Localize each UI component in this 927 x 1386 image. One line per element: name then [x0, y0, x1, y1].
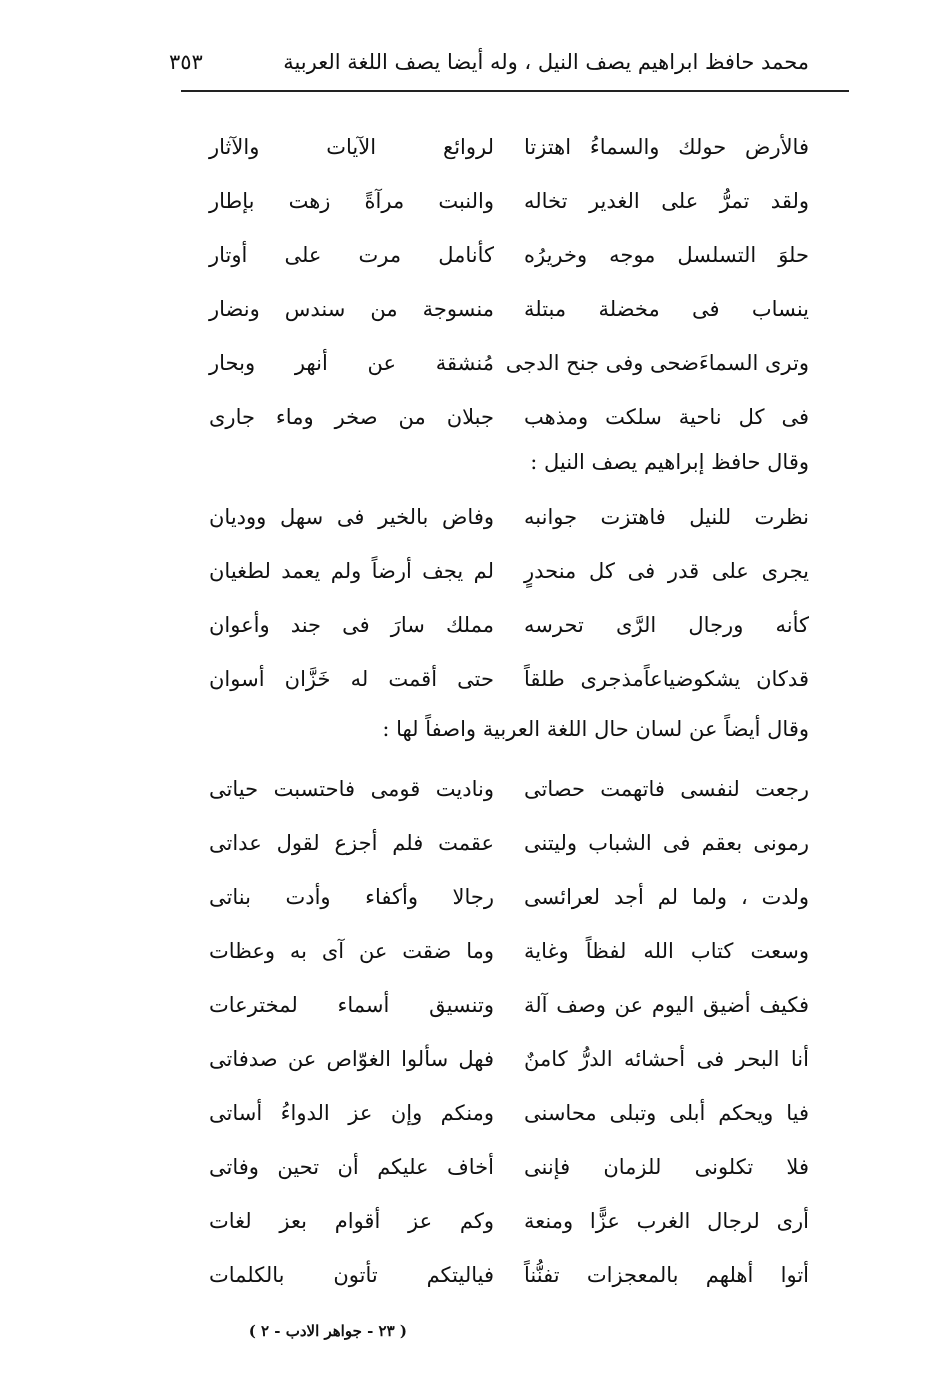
- first-hemistich: فالأرض حولك والسماءُ اهتزتا: [524, 135, 809, 159]
- verse-line: [209, 1086, 809, 1140]
- verse-line: [209, 870, 809, 924]
- verse-line: [209, 978, 809, 1032]
- first-hemistich: فى كل ناحية سلكت ومذهب: [524, 405, 809, 429]
- second-hemistich: حتى أقمت له خَزَّان أسوان: [209, 667, 494, 691]
- second-hemistich: فهل سألوا الغوّاص عن صدفاتى: [209, 1047, 494, 1071]
- second-hemistich: وفاض بالخير فى سهل ووديان: [209, 505, 494, 529]
- second-hemistich: مملك سارَ فى جند وأعوان: [209, 613, 494, 637]
- second-hemistich: عقمت فلم أجزع لقول عداتى: [209, 831, 494, 855]
- second-hemistich: مُنشقة عن أنهر وبحار: [209, 351, 494, 375]
- footer-signature: ( ٢٣ - جواهر الادب - ٢ ): [248, 1322, 407, 1340]
- poem-stanza-1: [209, 120, 809, 444]
- first-hemistich: وترى السماءَضحى وفى جنح الدجى: [505, 351, 809, 375]
- second-hemistich: وتنسيق أسماء لمخترعات: [209, 993, 494, 1017]
- second-hemistich: لم يجف أرضاً ولم يعمد لطغيان: [209, 559, 494, 583]
- second-hemistich: لروائع الآيات والآثار: [209, 135, 494, 159]
- poem-stanza-3: [209, 762, 809, 1302]
- second-hemistich: أخاف عليكم أن تحين وفاتى: [209, 1155, 494, 1179]
- first-hemistich: رمونى بعقم فى الشباب وليتنى: [524, 831, 809, 855]
- first-hemistich: وسعت كتاب الله لفظاً وغاية: [524, 939, 809, 963]
- verse-line: [209, 598, 809, 652]
- intro-nile-poem: وقال حافظ إبراهيم يصف النيل :: [530, 450, 809, 474]
- verse-line: [209, 282, 809, 336]
- first-hemistich: رجعت لنفسى فاتهمت حصاتى: [524, 777, 809, 801]
- first-hemistich: فلا تكلونى للزمان فإننى: [524, 1155, 809, 1179]
- first-hemistich: أرى لرجال الغرب عزًّا ومنعة: [524, 1209, 809, 1233]
- second-hemistich: والنبت مرآةً زهت بإطار: [209, 189, 494, 213]
- verse-line: [209, 544, 809, 598]
- verse-line: [209, 336, 809, 390]
- verse-line: [209, 816, 809, 870]
- verse-line: [209, 652, 809, 706]
- first-hemistich: فيا ويحكم أبلى وتبلى محاسنى: [524, 1101, 809, 1125]
- running-title: محمد حافظ ابراهيم يصف النيل ، وله أيضا يصف اللغة العربية: [283, 50, 809, 74]
- verse-line: [209, 120, 809, 174]
- first-hemistich: أنا البحر فى أحشائه الدرُّ كامنٌ: [524, 1047, 809, 1071]
- first-hemistich: كأنه ورجال الرَّى تحرسه: [524, 613, 809, 637]
- verse-line: [209, 1140, 809, 1194]
- intro-arabic-poem: وقال أيضاً عن لسان حال اللغة العربية واصفاً لها :: [382, 717, 809, 741]
- first-hemistich: ينساب فى مخضلة مبتلة: [524, 297, 809, 321]
- first-hemistich: يجرى على قدر فى كل منحدرٍ: [524, 559, 809, 583]
- verse-line: [209, 174, 809, 228]
- first-hemistich: حلوَ التسلسل موجه وخريرُه: [524, 243, 809, 267]
- header-rule: [181, 90, 849, 92]
- first-hemistich: ولقد تمرُّ على الغدير تخاله: [524, 189, 809, 213]
- verse-line: [209, 1032, 809, 1086]
- page-number: ٣٥٣: [169, 50, 203, 74]
- verse-line: [209, 390, 809, 444]
- first-hemistich: فكيف أضيق اليوم عن وصف آلة: [524, 993, 809, 1017]
- verse-line: [209, 1194, 809, 1248]
- first-hemistich: أتوا أهلهم بالمعجزات تفنُّناً: [524, 1263, 809, 1287]
- second-hemistich: جبلان من صخر وماء جارى: [209, 405, 494, 429]
- running-head: [169, 42, 809, 82]
- second-hemistich: فياليتكم تأتون بالكلمات: [209, 1263, 494, 1287]
- second-hemistich: وما ضقت عن آى به وعظات: [209, 939, 494, 963]
- first-hemistich: قدكان يشكوضياعاًمذجرى طلقاً: [524, 667, 809, 691]
- first-hemistich: نظرت للنيل فاهتزت جوانبه: [524, 505, 809, 529]
- poem-stanza-2: [209, 490, 809, 706]
- verse-line: [209, 228, 809, 282]
- second-hemistich: منسوجة من سندس ونضار: [209, 297, 494, 321]
- second-hemistich: رجالا وأكفاء وأدت بناتى: [209, 885, 494, 909]
- verse-line: [209, 762, 809, 816]
- verse-line: [209, 490, 809, 544]
- verse-line: [209, 1248, 809, 1302]
- second-hemistich: ومنكم وإن عز الدواءُ أساتى: [209, 1101, 494, 1125]
- second-hemistich: وكم عز أقوام بعز لغات: [209, 1209, 494, 1233]
- second-hemistich: وناديت قومى فاحتسبت حياتى: [209, 777, 494, 801]
- second-hemistich: كأنامل مرت على أوتار: [209, 243, 494, 267]
- first-hemistich: ولدت ، ولما لم أجد لعرائسى: [524, 885, 809, 909]
- verse-line: [209, 924, 809, 978]
